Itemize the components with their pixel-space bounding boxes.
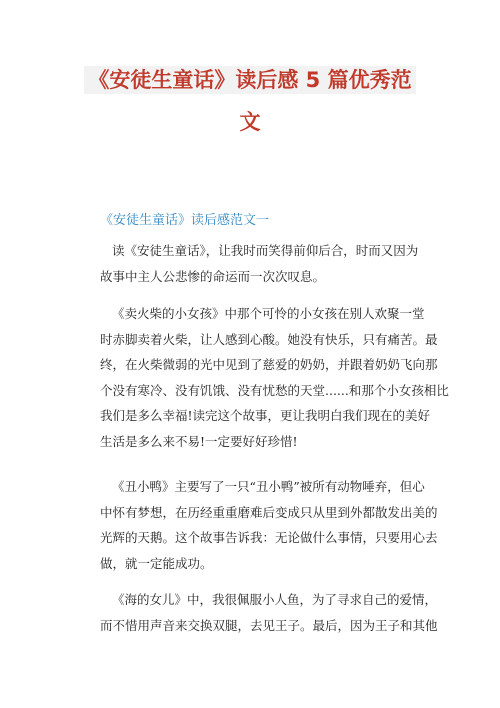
paragraph-line: 我们是多么幸福!读完这个故事，更让我明白我们现在的美好 — [100, 408, 431, 423]
paragraph-line: 做，就一定能成功。 — [100, 555, 213, 571]
document-title-line-2: 文 — [239, 110, 261, 134]
paragraph-line: 《丑小鸭》主要写了一只“丑小鸭”被所有动物唾弃，但心 — [112, 479, 425, 494]
paragraph-1 — [100, 238, 419, 289]
section-heading: 《安徒生童话》读后感范文一 — [100, 213, 270, 228]
paragraph-line: 故事中主人公悲惨的命运而一次次叹息。 — [100, 268, 326, 284]
paragraph-4 — [100, 587, 438, 638]
paragraph-line: 终，在火柴微弱的光中见到了慈爱的奶奶，并跟着奶奶飞向那 — [100, 357, 438, 372]
paragraph-line: 《海的女儿》中，我很佩服小人鱼，为了寻求自己的爱情， — [112, 592, 438, 607]
paragraph-3 — [100, 474, 438, 576]
title-highlight: 《安徒生童话》读后感 5 篇优秀范 — [84, 66, 415, 94]
document-title-line-1 — [60, 64, 440, 94]
paragraph-line: 光辉的天鹅。这个故事告诉我：无论做什么事情，只要用心去 — [100, 530, 438, 545]
paragraph-line: 时赤脚卖着火柴，让人感到心酸。她没有快乐，只有痛苦。最 — [100, 331, 438, 347]
paragraph-line: 而不惜用声音来交换双腿，去见王子。最后，因为王子和其他 — [100, 617, 438, 633]
paragraph-2 — [100, 301, 449, 454]
paragraph-line: 生活是多么来不易!一定要好好珍惜! — [100, 433, 298, 449]
paragraph-line: 读《安徒生童话》，让我时而笑得前仰后合，时而又因为 — [112, 243, 419, 258]
paragraph-line: 《卖火柴的小女孩》中那个可怜的小女孩在别人欢聚一堂 — [112, 306, 425, 321]
paragraph-line: 个没有寒冷、没有饥饿、没有忧愁的天堂......和那个小女孩相比 — [100, 382, 449, 398]
paragraph-line: 中怀有梦想，在历经重重磨难后变成只从里到外都散发出美的 — [100, 504, 438, 520]
